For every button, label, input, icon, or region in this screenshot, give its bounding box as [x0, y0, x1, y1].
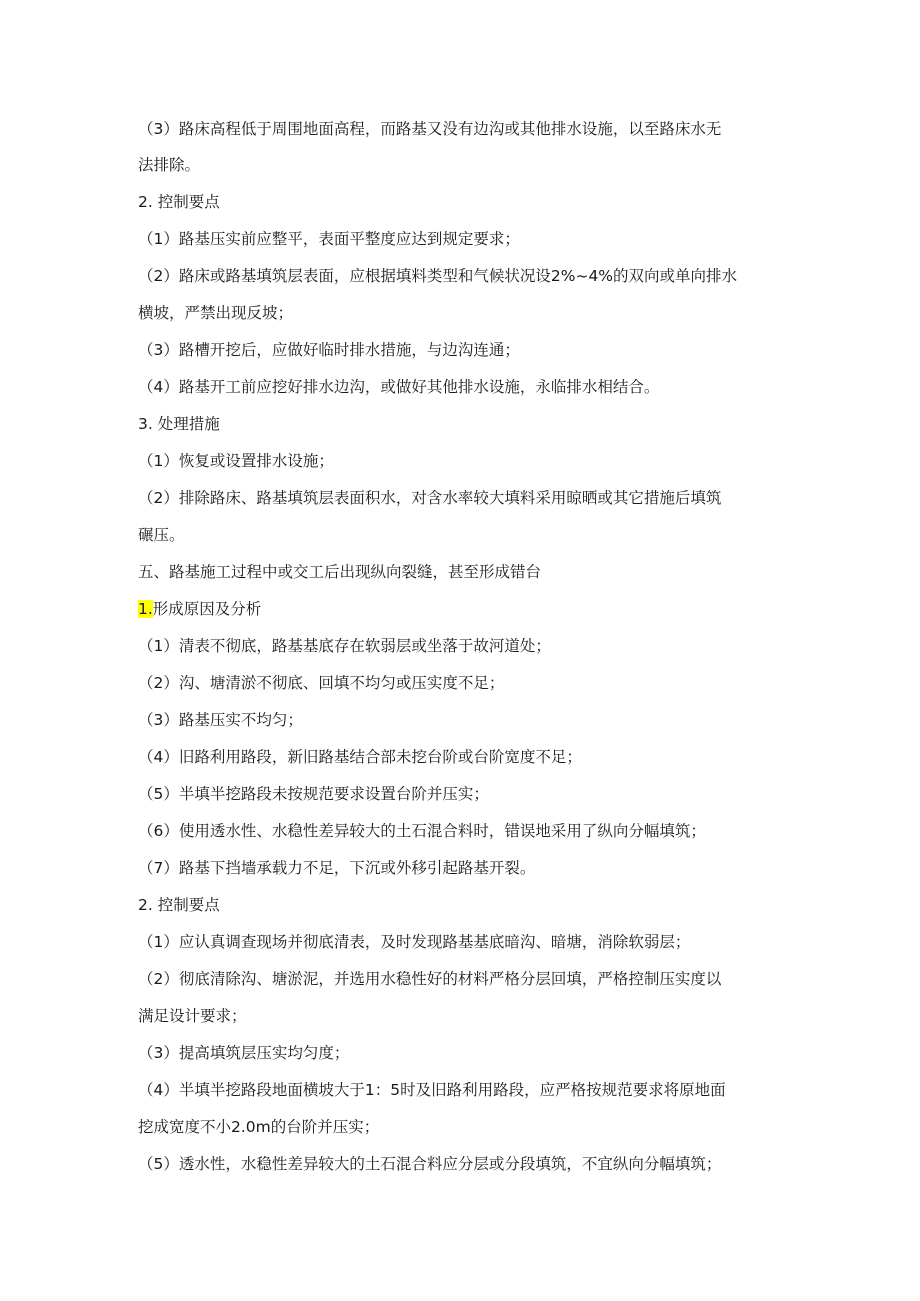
paragraph-line: （3）路床高程低于周围地面高程，而路基又没有边沟或其他排水设施，以至路床水无 [138, 120, 722, 138]
paragraph-line: （1）清表不彻底，路基基底存在软弱层或坐落于故河道处； [138, 637, 551, 655]
paragraph-line: （4）路基开工前应挖好排水边沟，或做好其他排水设施，永临排水相结合。 [138, 378, 660, 396]
section-heading: 2. 控制要点 [138, 193, 220, 211]
paragraph-line: （5）半填半挖路段未按规范要求设置台阶并压实； [138, 785, 489, 803]
paragraph-line: （2）沟、塘清淤不彻底、回填不均匀或压实度不足； [138, 674, 505, 692]
section-heading: 2. 控制要点 [138, 896, 220, 914]
paragraph-line: （1）恢复或设置排水设施； [138, 452, 334, 470]
paragraph-line: （3）提高填筑层压实均匀度； [138, 1044, 350, 1062]
paragraph-line: 碾压。 [138, 526, 185, 544]
paragraph-line: （2）排除路床、路基填筑层表面积水，对含水率较大填料采用晾晒或其它措施后填筑 [138, 489, 722, 507]
paragraph-line: 挖成宽度不小2.0m的台阶并压实； [138, 1118, 380, 1136]
paragraph-line: （5）透水性，水稳性差异较大的土石混合料应分层或分段填筑，不宜纵向分幅填筑； [138, 1155, 722, 1173]
paragraph-line: （2）路床或路基填筑层表面，应根据填料类型和气候状况设2%~4%的双向或单向排水 [138, 267, 738, 285]
paragraph-line: （1）路基压实前应整平，表面平整度应达到规定要求； [138, 230, 520, 248]
paragraph-line: （3）路基压实不均匀； [138, 711, 303, 729]
paragraph-line: （4）旧路利用路段，新旧路基结合部未挖台阶或台阶宽度不足； [138, 748, 582, 766]
highlighted-number: 1. [138, 600, 153, 618]
section-heading [138, 599, 788, 619]
paragraph-line: 法排除。 [138, 156, 201, 174]
section-heading-text: 形成原因及分析 [152, 600, 262, 618]
chapter-heading: 五、路基施工过程中或交工后出现纵向裂缝，甚至形成错台 [138, 563, 542, 581]
paragraph-line: （4）半填半挖路段地面横坡大于1：5时及旧路利用路段，应严格按规范要求将原地面 [138, 1081, 726, 1099]
paragraph-line: （1）应认真调查现场并彻底清表，及时发现路基基底暗沟、暗塘，消除软弱层； [138, 933, 691, 951]
paragraph-line: （3）路槽开挖后，应做好临时排水措施，与边沟连通； [138, 341, 520, 359]
paragraph-line: （7）路基下挡墙承载力不足，下沉或外移引起路基开裂。 [138, 859, 536, 877]
paragraph-line: 横坡，严禁出现反坡； [138, 304, 294, 322]
paragraph-line: （2）彻底清除沟、塘淤泥，并选用水稳性好的材料严格分层回填，严格控制压实度以 [138, 970, 722, 988]
paragraph-line: 满足设计要求； [138, 1007, 247, 1025]
paragraph-line: （6）使用透水性、水稳性差异较大的土石混合料时，错误地采用了纵向分幅填筑； [138, 822, 706, 840]
section-heading: 3. 处理措施 [138, 415, 220, 433]
